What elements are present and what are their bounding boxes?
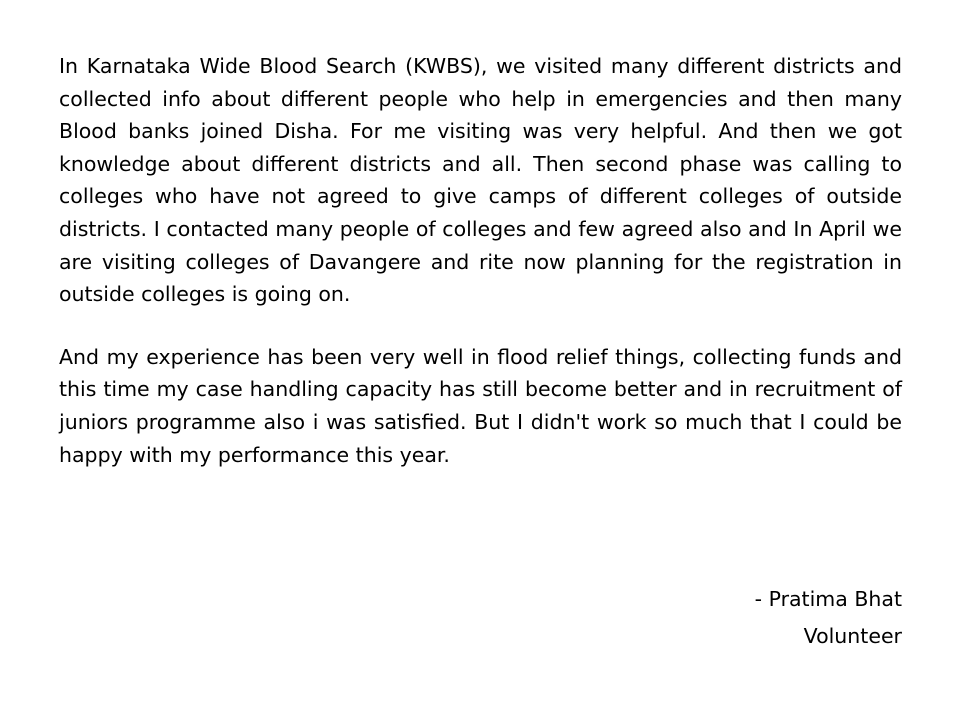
signature-name: - Pratima Bhat [754, 587, 902, 611]
paragraph-kwbs: In Karnataka Wide Blood Search (KWBS), we visited many different districts and collected info about different people who help in emergencies and then many Blood banks joined Disha. For me visiting was very helpful. And then we got knowledge about different districts and all. Then second phase was calling to colleges who have not agreed to give camps of different colleges of outside districts. I contacted many people of colleges and few agreed also and In April we are visiting colleges of Davangere and rite now planning for the registration in outside colleges is going on. [59, 54, 902, 307]
testimonial-body [59, 50, 902, 471]
paragraph-experience: And my experience has been very well in flood relief things, collecting funds and this time my case handling capacity has still become better and in recruitment of juniors programme also i was satisfied. But I didn't work so much that I could be happy with my performance this year. [59, 344, 902, 467]
signature-block [755, 581, 902, 655]
signature-role: Volunteer [803, 624, 902, 648]
